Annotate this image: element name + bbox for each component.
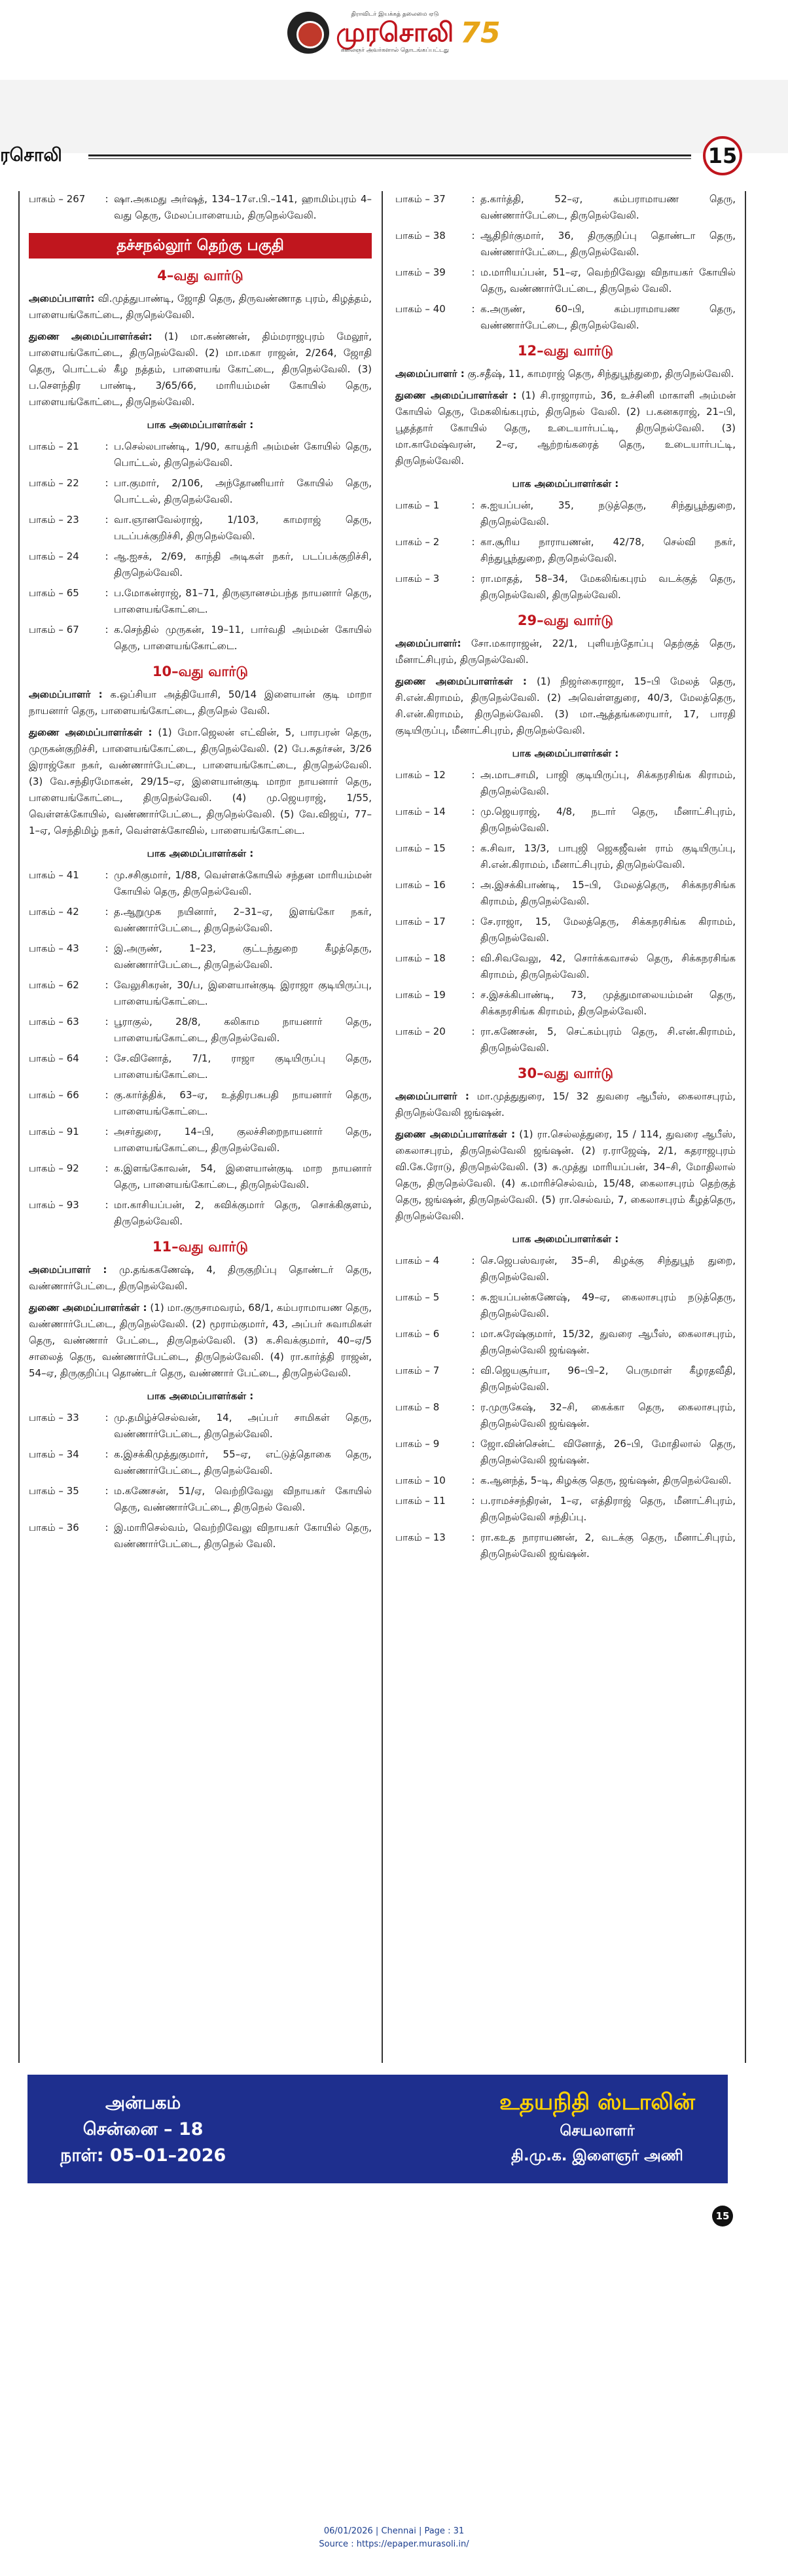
booth-detail: இ.அருண், 1–23, குட்டந்துறை கீழத்தெரு, வண்ணார்பேட்டை, திருநெல்வேலி. bbox=[114, 942, 372, 971]
deputy-label: துணை அமைப்பாளர்கள் : bbox=[29, 726, 152, 738]
source-link[interactable]: Source : https://epaper.murasoli.in/ bbox=[319, 2539, 469, 2549]
organizer-detail: க.ஒப்சியா அத்தியோசி, 50/14 இளையான் குடி மாறா நாயனார் தெரு, பாளையங்கோட்டை, திருநெல் வேலி. bbox=[29, 689, 372, 717]
deputy-detail: (1) ரா.செல்லத்துரை, 15 / 114, துவரை ஆபீஸ், கைலாசபுரம், திருநெல்வேலி ஜங்ஷன். (2) ர.ராஜேஷ், 2/1, கதராஜபுரம் வி.கே.ரோடு, திருநெல்வேலி. (3) சு.முத்து மாரியப்பன், 34–சி, மோதிலால் தெரு, திருநெல்வேலி. (4) க.மாரிச்செல்வம், 15/48, கைலாசபுரம் தெற்குத் தெரு, ஜங்ஷன், திருநெல்வேலி. (5) ரா.செல்வம், 7, கைலாசபுரம் கீழத்தெரு, திருநெல்வேலி. bbox=[395, 1128, 736, 1222]
booth-list bbox=[395, 191, 736, 334]
ward-section bbox=[395, 1065, 736, 1562]
booth-colon: : bbox=[471, 230, 475, 241]
booth-detail: ரா.கஉத நாராயணன், 2, வடக்கு தெரு, மீனாட்சிபுரம், திருநெல்வேலி ஜங்ஷன். bbox=[480, 1531, 736, 1560]
organizer-label: அமைப்பாளர் : bbox=[29, 1264, 107, 1276]
booth-entry bbox=[395, 1530, 736, 1562]
booth-entry bbox=[395, 301, 736, 334]
page-header bbox=[0, 136, 788, 175]
booth-detail: அசர்துரை, 14–பி, குலச்சிறைநாயனார் தெரு, பாளையங்கோட்டை, திருநெல்வேலி. bbox=[114, 1126, 372, 1154]
booth-number: பாகம் – 13 bbox=[395, 1531, 446, 1543]
booth-number: பாகம் – 14 bbox=[395, 806, 446, 817]
booth-number: பாகம் – 93 bbox=[29, 1199, 79, 1211]
booth-detail: க.சிவா, 13/3, பாபுஜி ஜெகஜீவன் ராம் குடியிருப்பு, சி.என்.கிராமம், மீனாட்சிபுரம், திருநெல்வேலி. bbox=[480, 842, 736, 870]
booth-number: பாகம் – 23 bbox=[29, 514, 79, 526]
organizer-paragraph bbox=[29, 291, 372, 323]
header-rule bbox=[88, 154, 691, 156]
booth-detail: ஷா.அகமது அர்ஷத், 134–17எ.பி.–141, ஹாமிம்புரம் 4–வது தெரு, மேலப்பாளையம், திருநெல்வேலி. bbox=[114, 193, 372, 221]
booth-colon: : bbox=[471, 769, 475, 781]
ward-heading: 10–வது வார்டு bbox=[152, 664, 249, 679]
corner-page-number: 15 bbox=[712, 2206, 733, 2227]
booth-colon: : bbox=[471, 1401, 475, 1413]
region-heading: தச்சநல்லூர் தெற்கு பகுதி bbox=[29, 233, 372, 259]
booth-number: பாகம் – 37 bbox=[395, 193, 446, 205]
ward-section bbox=[395, 343, 736, 603]
page-number-badge: 15 bbox=[703, 136, 742, 175]
booth-number: பாகம் – 36 bbox=[29, 1522, 79, 1533]
ward-section bbox=[395, 613, 736, 1056]
booth-entry bbox=[395, 1436, 736, 1469]
booth-detail: ச.இசக்கிபாண்டி, 73, முத்துமாலையம்மன் தெரு, சிக்கநரசிங்க கிராமம், திருநெல்வேலி. bbox=[480, 989, 736, 1017]
booth-number: பாகம் – 20 bbox=[395, 1026, 446, 1037]
booth-entry bbox=[395, 1289, 736, 1322]
organizer-detail: கு.சதீஷ், 11, காமராஜ் தெரு, சிந்துபூந்துறை, திருநெல்வேலி. bbox=[464, 368, 734, 380]
booth-detail: கு.கார்த்திக், 63–ஏ, உத்திரபசுபதி நாயனார் தெரு, பாளையங்கோட்டை. bbox=[114, 1089, 372, 1117]
booth-entry bbox=[395, 767, 736, 800]
signatory bbox=[499, 2086, 695, 2168]
booth-colon: : bbox=[471, 952, 475, 964]
booth-colon: : bbox=[105, 550, 109, 562]
masthead-title: முரசொலி bbox=[336, 18, 454, 48]
signatory-role: செயலாளர் bbox=[560, 2122, 635, 2139]
booth-detail: பா.குமார், 2/106, அந்தோணியார் கோயில் தெரு, பொட்டல், திருநெல்வேலி. bbox=[114, 477, 372, 505]
organizer-paragraph bbox=[29, 1262, 372, 1295]
booth-number: பாகம் – 64 bbox=[29, 1052, 79, 1064]
booth-detail: ரா.கணேசன், 5, செட்கம்புரம் தெரு, சி.என்.கிராமம், திருநெல்வேலி. bbox=[480, 1026, 736, 1054]
booth-number: பாகம் – 15 bbox=[395, 842, 446, 854]
deputy-paragraph bbox=[395, 673, 736, 739]
booth-entry bbox=[29, 622, 372, 654]
booth-detail: க.செந்தில் முருகன், 19–11, பார்வதி அம்மன் கோயில் தெரு, பாளையங்கோட்டை. bbox=[114, 624, 372, 652]
booth-colon: : bbox=[105, 1485, 109, 1497]
booth-heading: பாக அமைப்பாளர்கள் : bbox=[512, 1233, 619, 1245]
booth-entry bbox=[29, 548, 372, 581]
booth-colon: : bbox=[471, 916, 475, 927]
booth-entry bbox=[395, 804, 736, 836]
booth-number: பாகம் – 42 bbox=[29, 906, 79, 918]
masthead-subtitle: கலைஞர் அவர்களால் தொடங்கப்பட்டது bbox=[340, 47, 449, 54]
booth-detail: வேலுசிகரன், 30/ப, இளையான்குடி இராஜா குடியிருப்பு, பாளையங்கோட்டை. bbox=[114, 979, 372, 1007]
booth-number: பாகம் – 17 bbox=[395, 916, 446, 927]
booth-detail: ர.முருகேஷ், 32–சி, கைக்கா தெரு, கைலாசபுரம், திருநெல்வேலி ஜங்ஷன். bbox=[480, 1401, 736, 1429]
booth-detail: ஜோ.வின்சென்ட் வினோத், 26–பி, மோதிலால் தெரு, திருநெல்வேலி ஜங்ஷன். bbox=[480, 1438, 736, 1466]
booth-colon: : bbox=[105, 979, 109, 991]
organizer-detail: வி.முத்துபாண்டி, ஜோதி தெரு, திருவண்ணாத புரம், கிழத்தம், பாளையங்கோட்டை, திருநெல்வேலி. bbox=[29, 293, 372, 321]
booth-entry bbox=[29, 1446, 372, 1479]
booth-colon: : bbox=[471, 573, 475, 584]
ward-section bbox=[29, 664, 372, 1230]
booth-entry bbox=[29, 904, 372, 937]
booth-colon: : bbox=[471, 1438, 475, 1450]
office-name: அன்பகம் bbox=[105, 2093, 181, 2113]
booth-colon: : bbox=[105, 1016, 109, 1028]
booth-number: பாகம் – 10 bbox=[395, 1475, 446, 1486]
booth-number: பாகம் – 33 bbox=[29, 1412, 79, 1423]
signature-box bbox=[27, 2075, 728, 2183]
booth-number: பாகம் – 66 bbox=[29, 1089, 79, 1101]
deputy-paragraph bbox=[395, 1126, 736, 1225]
booth-entry bbox=[29, 1050, 372, 1083]
organizer-paragraph bbox=[395, 366, 736, 382]
deputy-label: துணை அமைப்பாளர்கள் : bbox=[395, 1128, 516, 1140]
booth-detail: ரா.மாதத், 58–34, மேகலிங்கபுரம் வடக்குத் தெரு, திருநெல்வேலி, திருநெல்வேலி. bbox=[480, 573, 736, 601]
booth-number: பாகம் – 19 bbox=[395, 989, 446, 1001]
booth-number: பாகம் – 38 bbox=[395, 230, 446, 241]
deputy-label: துணை அமைப்பாளர்கள் : bbox=[395, 675, 527, 687]
booth-entry bbox=[395, 1253, 736, 1285]
booth-heading: பாக அமைப்பாளர்கள் : bbox=[512, 747, 619, 759]
signatory-wing: தி.மு.க. இளைஞர் அணி bbox=[511, 2147, 683, 2164]
booth-entry bbox=[29, 585, 372, 618]
booth-entry bbox=[29, 940, 372, 973]
deputy-detail: (1) மா.கண்ணன், திம்மராஜபுரம் மேலூர், பாளையங்கோட்டை, திருநெல்வேலி. (2) மா.மகா ராஜன், 2/264, ஜோதி தெரு, பொட்டல் கீழ நத்தம், பாளையங் கோட்டை, திருநெல்வேலி. (3) ப.செளந்திர பாண்டி, 3/65/66, மாரியம்மன் கோயில் தெரு, பாளையங்கோட்டை, திருநெல்வேலி. bbox=[29, 331, 372, 408]
booth-entry bbox=[395, 497, 736, 530]
booth-colon: : bbox=[105, 1052, 109, 1064]
booth-number: பாகம் – 2 bbox=[395, 536, 440, 548]
article-body bbox=[18, 191, 746, 2063]
booth-colon: : bbox=[105, 1089, 109, 1101]
booth-heading: பாக அமைப்பாளர்கள் : bbox=[147, 1390, 254, 1402]
right-column bbox=[395, 191, 736, 1566]
booth-detail: மு.ஜெயராஜ், 4/8, நடார் தெரு, மீனாட்சிபுரம், திருநெல்வேலி. bbox=[480, 806, 736, 834]
booth-number: பாகம் – 1 bbox=[395, 499, 440, 511]
ward-heading: 11–வது வார்டு bbox=[152, 1239, 249, 1255]
booth-number: பாகம் – 39 bbox=[395, 266, 446, 278]
booth-colon: : bbox=[471, 1026, 475, 1037]
organizer-detail: சோ.மகாராஜன், 22/1, புளியந்தோப்பு தெற்குத் தெரு, மீனாட்சிபுரம், திருநெல்வேலி. bbox=[395, 637, 736, 666]
booth-entry bbox=[29, 1124, 372, 1156]
booth-detail: ஆதிநிர்குமார், 36, திருகுறிப்பு தொண்டா தெரு, வண்ணார்பேட்டை, திருநெல்வேலி. bbox=[480, 230, 736, 258]
booth-colon: : bbox=[105, 193, 109, 205]
booth-colon: : bbox=[105, 514, 109, 526]
booth-number: பாகம் – 62 bbox=[29, 979, 79, 991]
left-column bbox=[29, 191, 372, 1556]
booth-number: பாகம் – 11 bbox=[395, 1495, 446, 1507]
booth-detail: அ.மாடசாமி, பாஜி குடியிருப்பு, சிக்கநரசிங்க கிராமம், திருநெல்வேலி. bbox=[480, 769, 736, 797]
booth-detail: ம.மாரியப்பன், 51–ஏ, வெற்றிவேலு விநாயகர் கோயில் தெரு, வண்ணார்பேட்டை, திருநெல் வேலி. bbox=[480, 266, 736, 295]
booth-entry bbox=[29, 475, 372, 508]
booth-entry bbox=[395, 264, 736, 297]
booth-entry bbox=[29, 1160, 372, 1193]
booth-number: பாகம் – 91 bbox=[29, 1126, 79, 1137]
booth-colon: : bbox=[471, 879, 475, 891]
deputy-paragraph bbox=[29, 329, 372, 410]
booth-detail: சே.வினோத், 7/1, ராஜா குடியிருப்பு தெரு, பாளையங்கோட்டை. bbox=[114, 1052, 372, 1081]
booth-colon: : bbox=[105, 440, 109, 452]
brand-name: ரசொலி bbox=[0, 144, 62, 166]
organizer-detail: மா.முத்துதுரை, 15/ 32 துவரை ஆபீஸ், கைலாசபுரம், திருநெல்வேலி ஜங்ஷன். bbox=[395, 1090, 736, 1118]
booth-entry bbox=[29, 977, 372, 1010]
booth-entry bbox=[29, 1483, 372, 1516]
deputy-paragraph bbox=[29, 724, 372, 839]
booth-number: பாகம் – 3 bbox=[395, 573, 440, 584]
booth-heading: பாக அமைப்பாளர்கள் : bbox=[147, 848, 254, 859]
booth-detail: வா.ஞானவேல்ராஜ், 1/103, காமராஜ் தெரு, படப்பக்குறிச்சி, திருநெல்வேலி. bbox=[114, 514, 372, 542]
booth-number: பாகம் – 12 bbox=[395, 769, 446, 781]
booth-entry bbox=[29, 1197, 372, 1230]
deputy-detail: (1) மா.குருசாமவரம், 68/1, கம்பராமாயண தெரு, வண்ணார்பேட்டை, திருநெல்வேலி. (2) மூராம்குமார், 43, அப்பர் சுவாமிகள் தெரு, வண்ணார் பேட்டை, திருநெல்வேலி. (3) க.சிவக்குமார், 40–ஏ/5 சாலைத் தெரு, வண்ணார்பேட்டை, திருநெல்வேலி. (4) ரா.கார்த்தி ராஜன், 54–ஏ, திருகுறிப்பு தொண்டர் தெரு, வண்ணார் பேட்டை, திருநெல்வேலி. bbox=[29, 1302, 372, 1379]
booth-entry bbox=[395, 1363, 736, 1395]
ward-heading: 29–வது வார்டு bbox=[517, 613, 614, 628]
organizer-label: அமைப்பாளர் : bbox=[395, 1090, 469, 1102]
masthead bbox=[0, 0, 788, 65]
booth-detail: மா.காசியப்பன், 2, கவிக்குமார் தெரு, சொக்கிகுளம், திருநெல்வேலி. bbox=[114, 1199, 372, 1227]
organizer-label: அமைப்பாளர்: bbox=[395, 637, 461, 649]
booth-detail: க.இளங்கோவன், 54, இளையான்குடி மாற நாயனார் தெரு, பாளையங்கோட்டை, திருநெல்வேலி. bbox=[114, 1162, 372, 1190]
booth-entry bbox=[29, 512, 372, 545]
booth-colon: : bbox=[471, 536, 475, 548]
column-divider bbox=[382, 191, 383, 2063]
booth-number: பாகம் – 24 bbox=[29, 550, 79, 562]
ward-heading: 30–வது வார்டு bbox=[517, 1065, 614, 1081]
booth-entry bbox=[29, 1410, 372, 1442]
booth-colon: : bbox=[471, 989, 475, 1001]
booth-number: பாகம் – 8 bbox=[395, 1401, 440, 1413]
booth-entry bbox=[395, 1024, 736, 1056]
booth-colon: : bbox=[471, 1255, 475, 1266]
booth-entry bbox=[395, 877, 736, 910]
booth-detail: ப.ராமச்சந்திரன், 1–ஏ, எத்திராஜ் தெரு, மீனாட்சிபுரம், திருநெல்வேலி சந்திப்பு. bbox=[480, 1495, 736, 1523]
booth-colon: : bbox=[105, 1199, 109, 1211]
booth-entry bbox=[395, 1399, 736, 1432]
booth-colon: : bbox=[471, 1291, 475, 1303]
signatory-name: உதயநிதி ஸ்டாலின் bbox=[499, 2089, 695, 2115]
booth-detail: ப.மோகன்ராஜ், 81–71, திருஞானசம்பந்த நாயனார் தெரு, பாளையங்கோட்டை. bbox=[114, 587, 372, 615]
booth-detail: சே.ராஜா, 15, மேலத்தெரு, சிக்கநரசிங்க கிராமம், திருநெல்வேலி. bbox=[480, 916, 736, 944]
booth-colon: : bbox=[471, 266, 475, 278]
organizer-paragraph bbox=[29, 687, 372, 719]
booth-entry bbox=[395, 987, 736, 1020]
booth-colon: : bbox=[105, 1126, 109, 1137]
booth-entry bbox=[395, 950, 736, 983]
booth-detail: வி.ஜெயசூர்யா, 96–பி–2, பெருமாள் கீழரதவீதி, திருநெல்வேலி. bbox=[480, 1365, 736, 1393]
booth-detail: த.கார்த்தி, 52–ஏ, கம்பராமாயண தெரு, வண்ணார்பேட்டை, திருநெல்வேலி. bbox=[480, 193, 736, 221]
booth-detail: மு.தமிழ்ச்செல்வன், 14, அப்பர் சாமிகள் தெரு, வண்ணார்பேட்டை, திருநெல்வேலி. bbox=[114, 1412, 372, 1440]
booth-number: பாகம் – 6 bbox=[395, 1328, 440, 1340]
booth-colon: : bbox=[471, 499, 475, 511]
booth-number: பாகம் – 267 bbox=[29, 193, 86, 205]
deputy-detail: (1) நிஜர்கைராஜா, 15–பி மேலத் தெரு, சி.என்.கிராமம், திருநெல்வேலி. (2) அவெள்ளதுரை, 40/3, மேலத்தெரு, சி.என்.கிராமம், திருநெல்வேலி. (3) மா.ஆத்தங்கரையார், 17, பாரதி குடியிருப்பு, மீனாட்சிபுரம், திருநெல்வேலி. bbox=[395, 675, 736, 736]
booth-number: பாகம் – 65 bbox=[29, 587, 79, 599]
booth-detail: க.ஆனந்த், 5–டி, கிழக்கு தெரு, ஜங்ஷன், திருநெல்வேலி. bbox=[480, 1475, 732, 1486]
booth-heading: பாக அமைப்பாளர்கள் : bbox=[147, 419, 254, 431]
organizer-detail: மு.தங்ககணேஷ், 4, திருகுறிப்பு தொண்டர் தெரு, வண்ணார்பேட்டை, திருநெல்வேலி. bbox=[29, 1264, 372, 1292]
booth-detail: சு.ஐயப்பன், 35, நடுத்தெரு, சிந்துபூந்துறை, திருநெல்வேலி. bbox=[480, 499, 736, 528]
booth-number: பாகம் – 40 bbox=[395, 303, 446, 315]
booth-number: பாகம் – 41 bbox=[29, 869, 79, 881]
organizer-label: அமைப்பாளர் : bbox=[395, 368, 465, 380]
booth-entry bbox=[395, 228, 736, 260]
booth-number: பாகம் – 7 bbox=[395, 1365, 440, 1376]
booth-colon: : bbox=[471, 1531, 475, 1543]
organizer-paragraph bbox=[395, 635, 736, 668]
booth-detail: ப.செல்லபாண்டி, 1/90, காயத்ரி அம்மன் கோயில் தெரு, பொட்டல், திருநெல்வேலி. bbox=[114, 440, 372, 469]
booth-detail: க.இசக்கிமுத்துகுமார், 55–ஏ, எட்டுத்தொகை தெரு, வண்ணார்பேட்டை, திருநெல்வேலி. bbox=[114, 1448, 372, 1476]
organizer-label: அமைப்பாளர்: bbox=[29, 293, 95, 304]
booth-colon: : bbox=[471, 806, 475, 817]
booth-number: பாகம் – 21 bbox=[29, 440, 79, 452]
booth-number: பாகம் – 43 bbox=[29, 942, 79, 954]
booth-detail: வி.சிவவேலு, 42, சொர்க்கவாசல் தெரு, சிக்கநரசிங்க கிராமம், திருநெல்வேலி. bbox=[480, 952, 736, 980]
organizer-label: அமைப்பாளர் : bbox=[29, 689, 103, 700]
booth-entry bbox=[29, 438, 372, 471]
booth-colon: : bbox=[471, 193, 475, 205]
booth-entry bbox=[395, 571, 736, 603]
booth-detail: ஆ.ஐசக், 2/69, காந்தி அடிகள் நகர், படப்பக்குறிச்சி, திருநெல்வேலி. bbox=[114, 550, 372, 579]
booth-detail: சு.ஐயப்பன்கணேஷ், 49–ஏ, கைலாசபுரம் நடுத்தெரு, திருநெல்வேலி. bbox=[480, 1291, 736, 1319]
booth-colon: : bbox=[105, 624, 109, 635]
issue-place-date bbox=[60, 2090, 226, 2169]
deputy-label: துணை அமைப்பாளர்கள்: bbox=[29, 331, 152, 342]
masthead-tagline: திராவிடர் இயக்கத் தலைமை ஏடு bbox=[351, 11, 439, 18]
booth-colon: : bbox=[105, 587, 109, 599]
booth-detail: ம.கணேசன், 51/ஏ, வெற்றிவேலு விநாயகர் கோயில் தெரு, வண்ணார்பேட்டை, திருநெல் வேலி. bbox=[114, 1485, 372, 1513]
booth-entry bbox=[29, 1520, 372, 1552]
booth-detail: செ.ஜெபஸ்வரன், 35–சி, கிழக்கு சிந்துபூந் துறை, திருநெல்வேலி. bbox=[480, 1255, 736, 1283]
deputy-paragraph bbox=[395, 387, 736, 469]
booth-detail: அ.இசக்கிபாண்டி, 15–பி, மேலத்தெரு, சிக்கநரசிங்க கிராமம், திருநெல்வேலி. bbox=[480, 879, 736, 907]
booth-colon: : bbox=[471, 1328, 475, 1340]
page-source-info bbox=[0, 2525, 788, 2551]
booth-number: பாகம் – 92 bbox=[29, 1162, 79, 1174]
masthead-logo bbox=[287, 11, 500, 54]
organizer-paragraph bbox=[395, 1088, 736, 1121]
deputy-detail: (1) மோ.ஜெலன் எட்வின், 5, பாரபரன் தெரு, முருகன்குறிச்சி, பாளையங்கோட்டை, திருநெல்வேலி. (2) பே.சுதர்சன், 3/26 இராஜ்கோ நகர், வண்ணார்பேட்டை, பாளையங்கோட்டை, திருநெல்வேலி. (3) வே.சந்திரமோகன், 29/15–ஏ, இளையான்குடி மாறா நாயனார் தெரு, பாளையங்கோட்டை, திருநெல்வேலி. (4) மு.ஜெயராஜ், 1/55, வெள்ளக்கோயில், வண்ணார்பேட்டை, திருநெல்வேலி. (5) வே.விஜய், 77–1–ஏ, செந்திமிழ் நகர், வெள்ளக்கோவில், பாளையங்கோட்டை. bbox=[29, 726, 372, 836]
ward-section bbox=[29, 268, 372, 654]
booth-number: பாகம் – 22 bbox=[29, 477, 79, 489]
booth-colon: : bbox=[471, 842, 475, 854]
deputy-paragraph bbox=[29, 1300, 372, 1382]
booth-entry bbox=[395, 1473, 736, 1489]
booth-detail: க.அருண், 60–பி, கம்பராமாயண தெரு, வண்ணார்பேட்டை, திருநெல்வேலி. bbox=[480, 303, 736, 331]
booth-detail: கா.சூரிய நாராயணன், 42/78, செல்வி நகர், சிந்துபூந்துறை, திருநெல்வேலி. bbox=[480, 536, 736, 564]
booth-colon: : bbox=[471, 1475, 475, 1486]
booth-entry bbox=[395, 191, 736, 224]
booth-heading: பாக அமைப்பாளர்கள் : bbox=[512, 478, 619, 490]
ward-heading: 4–வது வார்டு bbox=[157, 268, 243, 283]
booth-colon: : bbox=[105, 477, 109, 489]
booth-number: பாகம் – 4 bbox=[395, 1255, 440, 1266]
booth-number: பாகம் – 5 bbox=[395, 1291, 440, 1303]
booth-entry bbox=[395, 1326, 736, 1359]
booth-colon: : bbox=[105, 1412, 109, 1423]
ward-heading: 12–வது வார்டு bbox=[517, 343, 614, 359]
deputy-label: துணை அமைப்பாளர்கள் : bbox=[395, 389, 517, 401]
booth-detail: த.ஆறுமுக நயினார், 2–31–ஏ, இளங்கோ நகர், வண்ணார்பேட்டை, திருநெல்வேலி. bbox=[114, 906, 372, 934]
edition-info: 06/01/2026 | Chennai | Page : 31 bbox=[323, 2526, 465, 2536]
deputy-detail: (1) சி.ராஜாராம், 36, உச்சினி மாகாளி அம்மன் கோயில் தெரு, மேகலிங்கபுரம், திருநெல் வேலி. (2) ப.கனகராஜ், 21–பி, பூதத்தார் கோயில் தெரு, உடையார்பட்டி, திருநெல்வேலி. (3) மா.காமேஷ்வரன், 2–ஏ, ஆற்றங்கரைத் தெரு, உடையார்பட்டி, திருநெல்வேலி. bbox=[395, 389, 736, 467]
booth-number: பாகம் – 18 bbox=[395, 952, 446, 964]
deputy-label: துணை அமைப்பாளர்கள் : bbox=[29, 1302, 147, 1314]
booth-entry bbox=[29, 191, 372, 224]
booth-entry bbox=[395, 1493, 736, 1526]
booth-number: பாகம் – 16 bbox=[395, 879, 446, 891]
issue-date: நாள்: 05–01–2026 bbox=[60, 2145, 226, 2166]
city-name: சென்னை – 18 bbox=[82, 2119, 204, 2139]
booth-detail: பூராகுல், 28/8, கலிகாம நாயனார் தெரு, பாளையங்கோட்டை, திருநெல்வேலி. bbox=[114, 1016, 372, 1044]
booth-entry bbox=[29, 1087, 372, 1120]
booth-entry bbox=[395, 840, 736, 873]
booth-number: பாகம் – 67 bbox=[29, 624, 79, 635]
booth-colon: : bbox=[105, 1522, 109, 1533]
booth-entry bbox=[29, 1014, 372, 1046]
booth-number: பாகம் – 9 bbox=[395, 1438, 440, 1450]
booth-entry bbox=[29, 867, 372, 900]
booth-colon: : bbox=[471, 1365, 475, 1376]
booth-colon: : bbox=[105, 1162, 109, 1174]
booth-colon: : bbox=[105, 942, 109, 954]
booth-number: பாகம் – 35 bbox=[29, 1485, 79, 1497]
ward-section bbox=[29, 1239, 372, 1552]
booth-colon: : bbox=[471, 303, 475, 315]
booth-colon: : bbox=[471, 1495, 475, 1507]
booth-detail: மா.சுரேஷ்குமார், 15/32, துவரை ஆபீஸ், கைலாசபுரம், திருநெல்வேலி ஜங்ஷன். bbox=[480, 1328, 736, 1356]
anniversary-badge: 75 bbox=[460, 16, 501, 50]
booth-colon: : bbox=[105, 869, 109, 881]
booth-detail: மு.சசிகுமார், 1/88, வெள்ளக்கோயில் சந்தன மாரியம்மன் கோயில் தெரு, திருநெல்வேலி. bbox=[114, 869, 372, 897]
booth-entry bbox=[395, 534, 736, 567]
booth-number: பாகம் – 34 bbox=[29, 1448, 79, 1460]
booth-number: பாகம் – 63 bbox=[29, 1016, 79, 1028]
booth-entry bbox=[395, 914, 736, 946]
booth-detail: இ.மாரிசெல்வம், வெற்றிவேலு விநாயகர் கோயில் தெரு, வண்ணார்பேட்டை, திருநெல் வேலி. bbox=[114, 1522, 372, 1550]
party-emblem-icon bbox=[287, 12, 329, 54]
booth-colon: : bbox=[105, 906, 109, 918]
booth-colon: : bbox=[105, 1448, 109, 1460]
